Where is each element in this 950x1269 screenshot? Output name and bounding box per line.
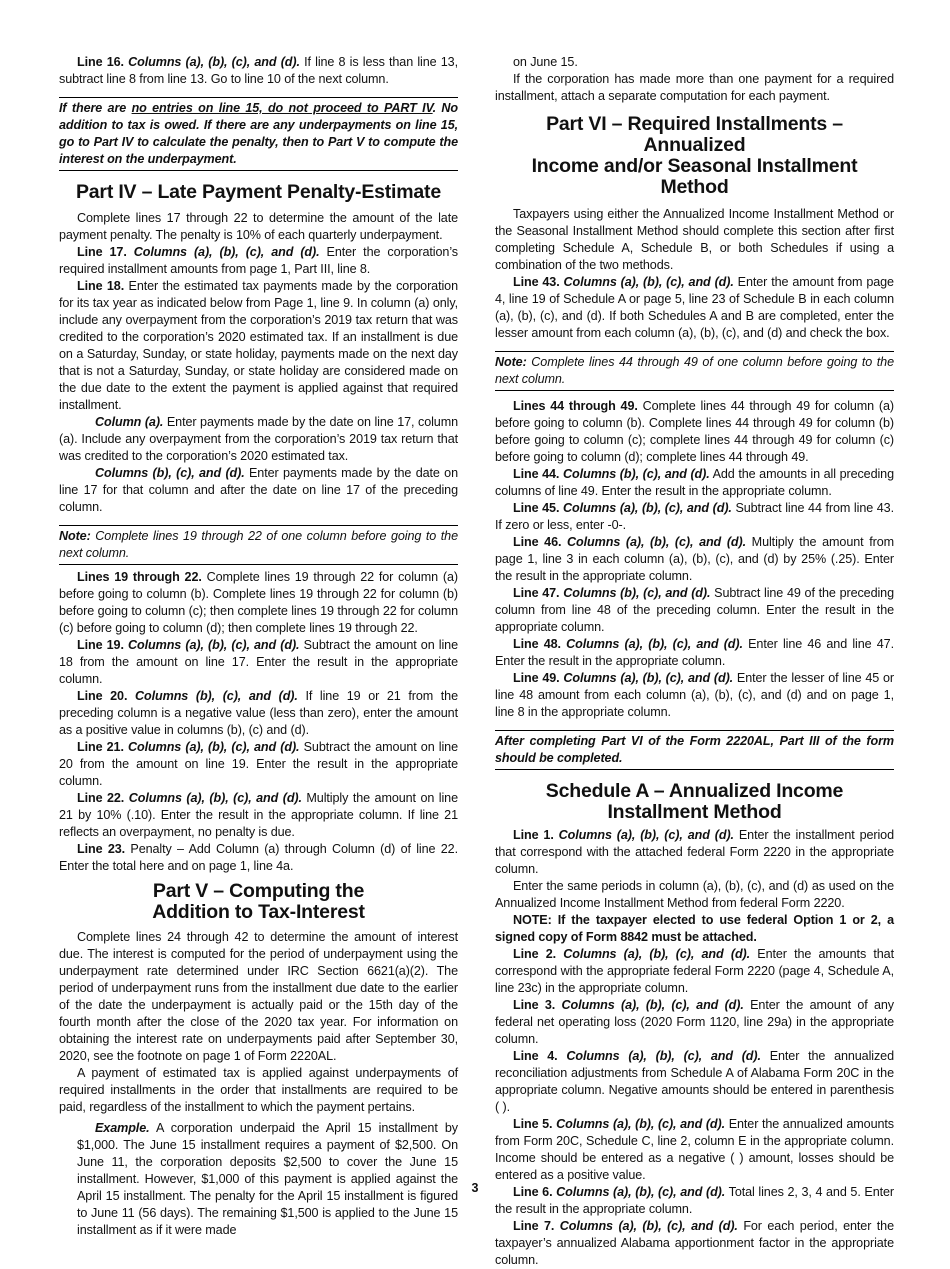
paragraph-text: Complete lines 19 through 22 for column (a) before going to column (b). Complete lines 19 through 22 for column (b) before going to column (c); then complete lines 19 through 22 for column (c) before going to column (d); then complete lines 19 through 22. (59, 570, 459, 635)
columns-label: Columns (a), (b), (c), and (d). (561, 998, 744, 1012)
left-column (59, 54, 458, 1239)
part5-intro: Complete lines 24 through 42 to determine the amount of interest due. The interest is computed for the period of underpayment using the underpayment rate determined under IRC Section 6621(a)(2). The period of underpayment runs from the installment due date to the earlier of the date the underpayment is actually paid or the 15th day of the fourth month after the close of the 2020 tax year. For information on obtaining the interest rate on underpayments paid after September 30, 2020, see the footnote on page 1 of Form 2220AL. (59, 930, 458, 1063)
part6-intro: Taxpayers using either the Annualized Income Installment Method or the Seasonal Installment Method should complete this section after first completing Schedule A, Schedule B, or both Schedules if using a combination of the two methods. (495, 207, 894, 272)
lines-44-49-paragraph (495, 398, 894, 466)
line48-paragraph (495, 636, 894, 670)
schedule-a-line1-paragraph (495, 827, 894, 878)
paragraph-text: Subtract the amount on line 18 from the amount on line 17. Enter the result in the appropriate column. (59, 638, 458, 686)
line-label: Line 6. (513, 1185, 553, 1199)
line16-paragraph (59, 54, 458, 88)
columns-label: Columns (a), (b), (c), and (d). (559, 1219, 738, 1233)
line23-paragraph (59, 841, 458, 875)
continued-text: on June 15. (513, 55, 578, 69)
line43-paragraph (495, 274, 894, 342)
line49-paragraph (495, 670, 894, 721)
part4-intro: Complete lines 17 through 22 to determine the amount of the late payment penalty. The penalty is 10% of each quarterly underpayment. (59, 211, 458, 242)
line-label: Line 17. (77, 245, 127, 259)
line-label: Line 49. (513, 671, 560, 685)
heading-line: Addition to Tax-Interest (152, 901, 365, 923)
line21-paragraph (59, 739, 458, 790)
columns-label: Columns (a), (b), (c), and (d). (563, 671, 734, 685)
line19-paragraph (59, 637, 458, 688)
column-a-paragraph (59, 414, 458, 465)
line-label: Line 5. (513, 1117, 553, 1131)
multiple-payments-paragraph: If the corporation has made more than one payment for a required installment, attach a separate computation for each payment. (495, 72, 894, 103)
columns-label: Columns (a), (b), (c), and (d). (133, 245, 320, 259)
heading-line: Installment Method (607, 801, 782, 823)
line-label: Line 16. (77, 55, 124, 69)
lines-19-22-paragraph (59, 569, 458, 637)
line17-paragraph (59, 244, 458, 278)
schedule-a-line2-paragraph (495, 946, 894, 997)
note-lines-19-22 (59, 525, 458, 565)
line-label: Line 4. (513, 1049, 558, 1063)
columns-label: Columns (a), (b), (c), and (d). (556, 1117, 726, 1131)
heading-line: Income and/or Seasonal Installment Method (531, 155, 858, 198)
columns-label: Columns (a), (b), (c), and (d). (566, 1049, 761, 1063)
columns-label: Columns (a), (b), (c), and (d). (128, 740, 300, 754)
note-underlined-text: no entries on line 15, do not proceed to PART IV (131, 101, 433, 115)
columns-label: Columns (a), (b), (c), and (d). (563, 947, 751, 961)
columns-label: Columns (b), (c), and (d). (95, 466, 245, 480)
columns-label: Columns (b), (c), and (d). (563, 586, 711, 600)
line-label: Line 23. (77, 842, 126, 856)
line-label: Line 22. (77, 791, 125, 805)
heading-line: Schedule A – Annualized Income (545, 780, 844, 802)
paragraph-text: For each period, enter the taxpayer’s annualized Alabama apportionment factor in the appropriate column. (495, 1219, 894, 1267)
line45-paragraph (495, 500, 894, 534)
line-label: Line 46. (513, 535, 562, 549)
paragraph-text: Add the amounts in all preceding columns of line 49. Enter the result in the appropriate column. (495, 467, 894, 498)
line-label: Line 45. (513, 501, 560, 515)
columns-label: Columns (a), (b), (c), and (d). (563, 501, 732, 515)
paragraph-text: A corporation underpaid the April 15 installment by $1,000. The June 15 installment requires a payment of $2,500. On June 11, the corporation deposits $2,500 to cover the June 15 installment. However, $1,000 of this payment is applied against the April 15 installment. The penalty for the April 15 installment is figured to June 11 (56 days). The remaining $1,500 is applied to the June 15 installment as if it were made (77, 1121, 458, 1237)
part5-payment-order: A payment of estimated tax is applied against underpayments of required installments in the order that installments are required to be paid, regardless of the installment to which the payment pertains. (59, 1066, 458, 1114)
same-periods-paragraph: Enter the same periods in column (a), (b), (c), and (d) as used on the Annualized Income Installment Method from federal Form 2220. (495, 879, 894, 910)
paragraph-text: If line 19 or 21 from the preceding column is a negative value (less than zero), enter the amount as a positive value in columns (b), (c) and (d). (59, 689, 458, 737)
note-label: Note: (495, 355, 527, 369)
paragraph-text: Enter the lesser of line 45 or line 48 amount from each column (a), (b), (c), and (d) and on page 1, line 8 in the appropriate column. (495, 671, 894, 719)
line-label: Line 3. (513, 998, 556, 1012)
line22-paragraph (59, 790, 458, 841)
paragraph-text: Enter the amount of any federal net operating loss (2020 Form 1120, line 29a) in the appropriate column. (495, 998, 894, 1046)
columns-label: Columns (a), (b), (c), and (d). (128, 55, 300, 69)
paragraph-text: Enter payments made by the date on line 17, column (a). Include any overpayment from the corporation’s 2019 tax return that was credited to the corporation’s 2020 estimated tax. (59, 415, 458, 463)
paragraph-text: Subtract line 49 of the preceding column from line 48 of the preceding column. Enter the result in the appropriate column. (495, 586, 894, 634)
paragraph-text: Multiply the amount on line 21 by 10% (.10). Enter the result in the appropriate column. If line 21 reflects an overpayment, no penalty is due. (59, 791, 458, 839)
schedule-a-line7-paragraph (495, 1218, 894, 1269)
columns-label: Columns (b), (c), and (d). (562, 467, 710, 481)
paragraph-text: Enter the annualized reconciliation adjustments from Schedule A of Alabama Form 20C in the appropriate column. Negative amounts should be entered in parenthesis ( ). (495, 1049, 894, 1114)
schedule-a-heading (495, 781, 894, 823)
paragraph-text: Complete lines 44 through 49 for column (a) before going to column (b). Complete lines 44 through 49 for column (b) before going to column (c); complete lines 44 through 49 for column (c) before going to column (d); complete lines 44 through 49. (495, 399, 895, 464)
part4-proceed-note (59, 97, 458, 171)
line18-paragraph (59, 278, 458, 414)
columns-bcd-paragraph (59, 465, 458, 516)
line-label: Lines 44 through 49. (513, 399, 638, 413)
line44-paragraph (495, 466, 894, 500)
paragraph-text: Subtract line 44 from line 43. If zero or less, enter -0-. (495, 501, 894, 532)
line-label: Line 2. (513, 947, 557, 961)
line-label: Line 20. (77, 689, 128, 703)
heading-line: Part VI – Required Installments – Annualized (546, 113, 843, 156)
line-label: Lines 19 through 22. (77, 570, 202, 584)
columns-label: Columns (a), (b), (c), and (d). (556, 1185, 726, 1199)
paragraph-text: Enter payments made by the date on line 17 for that column and after the date on line 17 of the preceding column. (59, 466, 458, 514)
columns-label: Columns (a), (b), (c), and (d). (567, 535, 747, 549)
paragraph-text: Enter the corporation’s required installment amounts from page 1, Part III, line 8. (59, 245, 458, 276)
note-text: If there are (59, 101, 132, 115)
note-text: Complete lines 19 through 22 of one column before going to the next column. (59, 529, 458, 560)
paragraph-text: Penalty – Add Column (a) through Column (d) of line 22. Enter the total here and on page 1, line 4a. (59, 842, 458, 873)
paragraph-text: Enter the installment period that correspond with the attached federal Form 2220 in the appropriate column. (495, 828, 894, 876)
part4-heading: Part IV – Late Payment Penalty-Estimate (75, 181, 441, 203)
paragraph-text: If line 8 is less than line 13, subtract line 8 from line 13. Go to line 10 of the next column. (59, 55, 458, 86)
paragraph-text: Total lines 2, 3, 4 and 5. Enter the result in the appropriate column. (495, 1185, 894, 1216)
line47-paragraph (495, 585, 894, 636)
heading-line: Part V – Computing the (152, 880, 365, 902)
line-label: Line 47. (513, 586, 560, 600)
right-column (495, 54, 894, 1269)
schedule-a-line5-paragraph (495, 1116, 894, 1184)
line-label: Line 7. (513, 1219, 555, 1233)
columns-label: Columns (a), (b), (c), and (d). (128, 638, 300, 652)
option-note-paragraph: NOTE: If the taxpayer elected to use federal Option 1 or 2, a signed copy of Form 8842 must be attached. (495, 913, 894, 944)
columns-label: Columns (a), (b), (c), and (d). (566, 637, 743, 651)
line-label: Line 18. (77, 279, 125, 293)
line-label: Line 19. (77, 638, 124, 652)
paragraph-text: Enter the estimated tax payments made by the corporation for its tax year as indicated below from Page 1, line 9. In column (a) only, include any overpayment from the corporation’s 2019 tax return that was credited to the corporation’s 2020 estimated tax. If an installment is due on a Saturday, Sunday, or state holiday, payments made on the next day that is not a Saturday, Sunday, or state holiday are considered made on the due date to the extent the payment is applied against that required installment. (59, 279, 458, 412)
note-text: . No addition to tax is owed. If there are any underpayments on line 15, go to Part IV to calculate the penalty, then to Part V to compute the interest on the underpayment. (59, 101, 458, 166)
schedule-a-line3-paragraph (495, 997, 894, 1048)
line-label: Line 21. (77, 740, 124, 754)
schedule-a-line4-paragraph (495, 1048, 894, 1116)
paragraph-text: Enter the amount from page 4, line 19 of Schedule A or page 5, line 23 of Schedule B in each column (a), (b), (c), and (d). If both Schedules A and B are completed, enter the lesser amount from each column (a), (b), (c), and (d) and check the box. (495, 275, 894, 340)
columns-label: Columns (a), (b), (c), and (d). (128, 791, 302, 805)
line-label: Line 48. (513, 637, 561, 651)
note-lines-44-49 (495, 351, 894, 391)
note-label: Note: (59, 529, 91, 543)
columns-label: Columns (a), (b), (c), and (d). (558, 828, 734, 842)
line-label: Line 44. (513, 467, 560, 481)
line-label: Line 43. (513, 275, 560, 289)
line-label: Line 1. (513, 828, 554, 842)
example-label: Example. (95, 1121, 150, 1135)
page-number: 3 (471, 1181, 479, 1195)
paragraph-text: Enter line 46 and line 47. Enter the result in the appropriate column. (495, 637, 894, 668)
note-after-part6: After completing Part VI of the Form 2220AL, Part III of the form should be completed. (495, 730, 894, 770)
paragraph-text: Multiply the amount from page 1, line 3 in each column (a), (b), (c), and (d) by 25% (.25). Enter the result in the appropriate column. (495, 535, 894, 583)
columns-label: Column (a). (95, 415, 164, 429)
columns-label: Columns (a), (b), (c), and (d). (563, 275, 734, 289)
line20-paragraph (59, 688, 458, 739)
paragraph-text: Enter the amounts that correspond with the appropriate federal Form 2220 (page 4, Schedule A, line 23c) in the appropriate column. (495, 947, 894, 995)
example-paragraph (59, 1120, 458, 1239)
note-text: Complete lines 44 through 49 of one column before going to the next column. (495, 355, 894, 386)
columns-label: Columns (b), (c), and (d). (135, 689, 298, 703)
paragraph-text: Subtract the amount on line 20 from the amount on line 19. Enter the result in the appropriate column. (59, 740, 458, 788)
paragraph-text: Enter the annualized amounts from Form 20C, Schedule C, line 2, column E in the appropriate column. Income should be entered as a negative ( ) amount, losses should be entered as a positive value. (495, 1117, 894, 1182)
part6-heading (495, 114, 894, 198)
line46-paragraph (495, 534, 894, 585)
part5-heading (59, 881, 458, 923)
